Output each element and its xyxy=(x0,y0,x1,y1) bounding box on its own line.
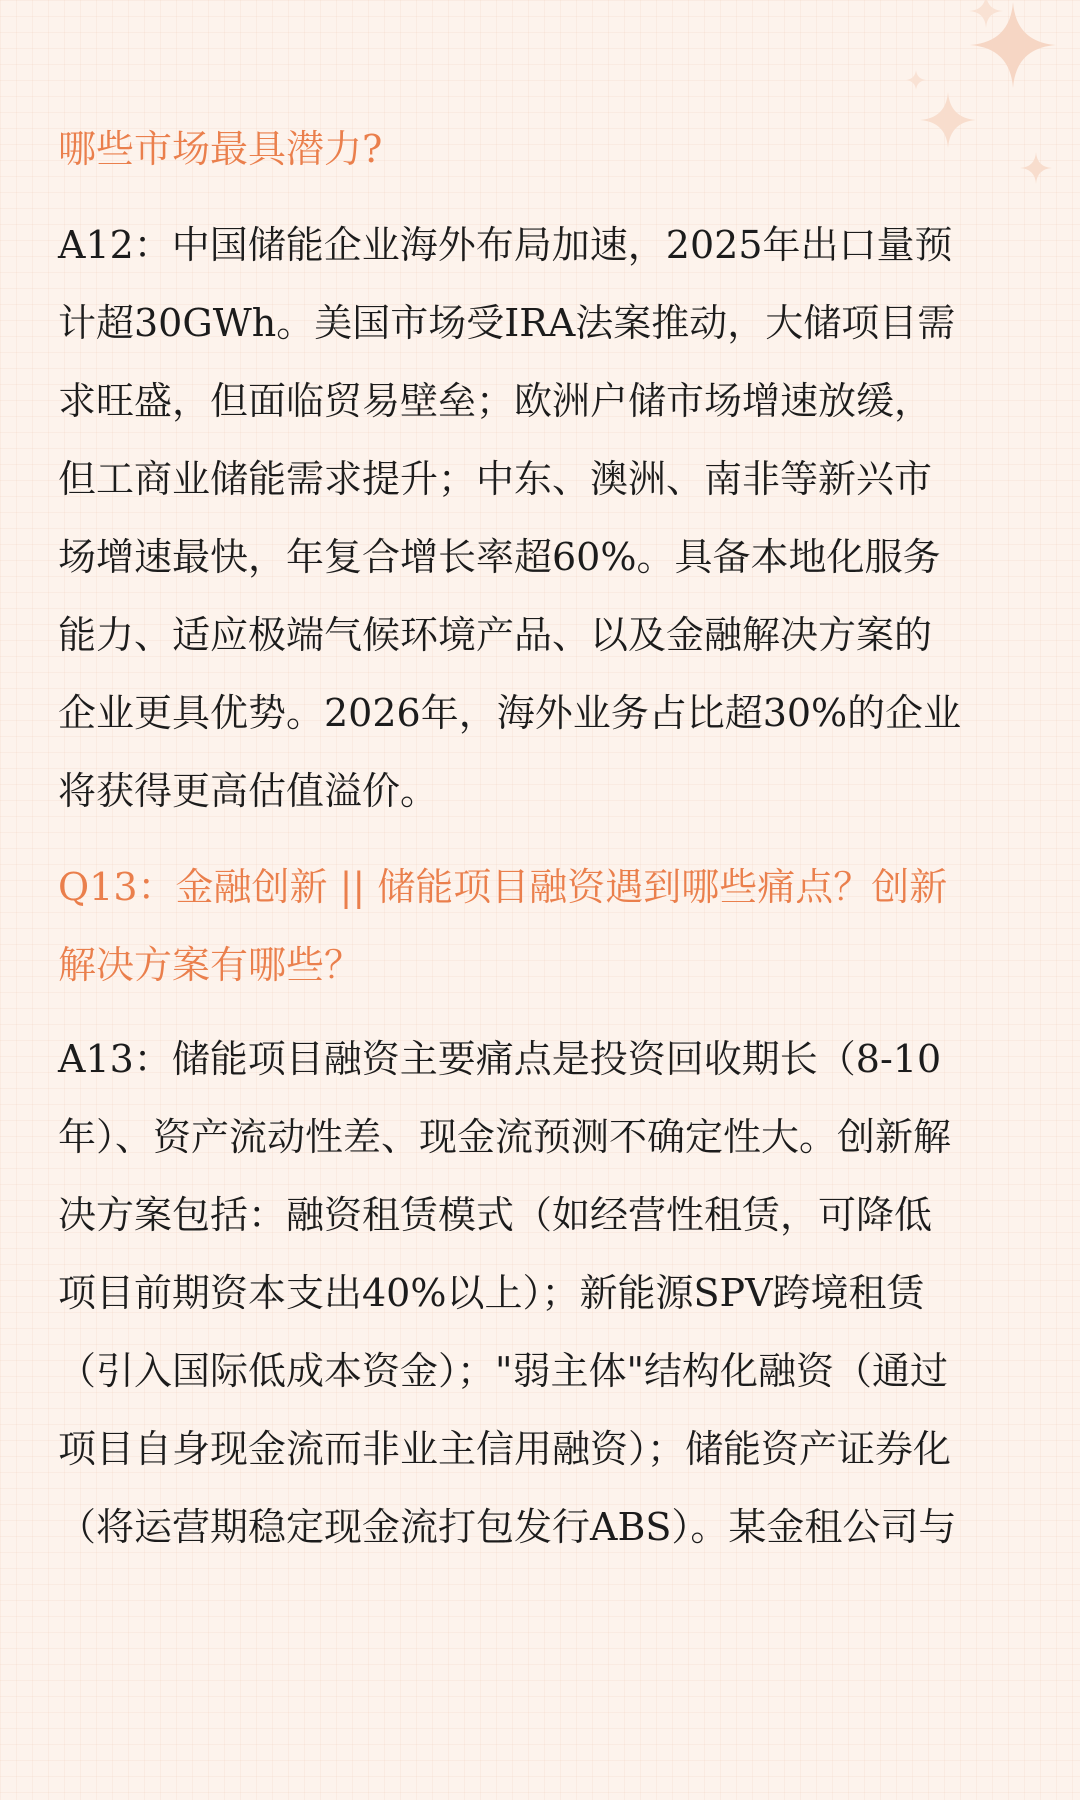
question-13-line: 解决方案有哪些？ xyxy=(58,943,363,987)
answer-13-line: （将运营期稳定现金流打包发行ABS）。某金租公司与 xyxy=(58,1505,957,1549)
question-13 xyxy=(58,848,1018,1004)
answer-12-line: 将获得更高估值溢价。 xyxy=(58,769,439,813)
answer-12-line: 计超30GWh。美国市场受IRA法案推动，大储项目需 xyxy=(58,301,956,345)
answer-13-line: 年）、资产流动性差、现金流预测不确定性大。创新解 xyxy=(58,1115,952,1159)
answer-13-line: A13：储能项目融资主要痛点是投资回收期长（8-10 xyxy=(58,1037,942,1081)
article-content xyxy=(58,110,1018,1566)
answer-13-line: （引入国际低成本资金）；"弱主体"结构化融资（通过 xyxy=(58,1349,948,1393)
answer-12 xyxy=(58,206,1018,830)
sparkle-icon xyxy=(969,0,1003,28)
answer-13-line: 项目自身现金流而非业主信用融资）；储能资产证券化 xyxy=(58,1427,952,1471)
answer-12-line: 企业更具优势。2026年，海外业务占比超30%的企业 xyxy=(58,691,962,735)
answer-13 xyxy=(58,1020,1018,1566)
question-13-line: Q13：金融创新 || 储能项目融资遇到哪些痛点？创新 xyxy=(58,865,948,909)
answer-12-line: 能力、适应极端气候环境产品、以及金融解决方案的 xyxy=(58,613,933,657)
answer-12-line: A12：中国储能企业海外布局加速，2025年出口量预 xyxy=(58,223,953,267)
answer-12-line: 场增速最快，年复合增长率超60%。具备本地化服务 xyxy=(58,535,941,579)
answer-13-line: 决方案包括：融资租赁模式（如经营性租赁，可降低 xyxy=(58,1193,933,1237)
sparkle-icon xyxy=(1020,152,1052,184)
question-heading-tail: 哪些市场最具潜力? xyxy=(58,127,383,171)
answer-12-line: 求旺盛，但面临贸易壁垒；欧洲户储市场增速放缓， xyxy=(58,379,933,423)
sparkle-icon xyxy=(906,70,926,90)
answer-12-line: 但工商业储能需求提升；中东、澳洲、南非等新兴市 xyxy=(58,457,933,501)
answer-13-line: 项目前期资本支出40%以上）；新能源SPV跨境租赁 xyxy=(58,1271,925,1315)
